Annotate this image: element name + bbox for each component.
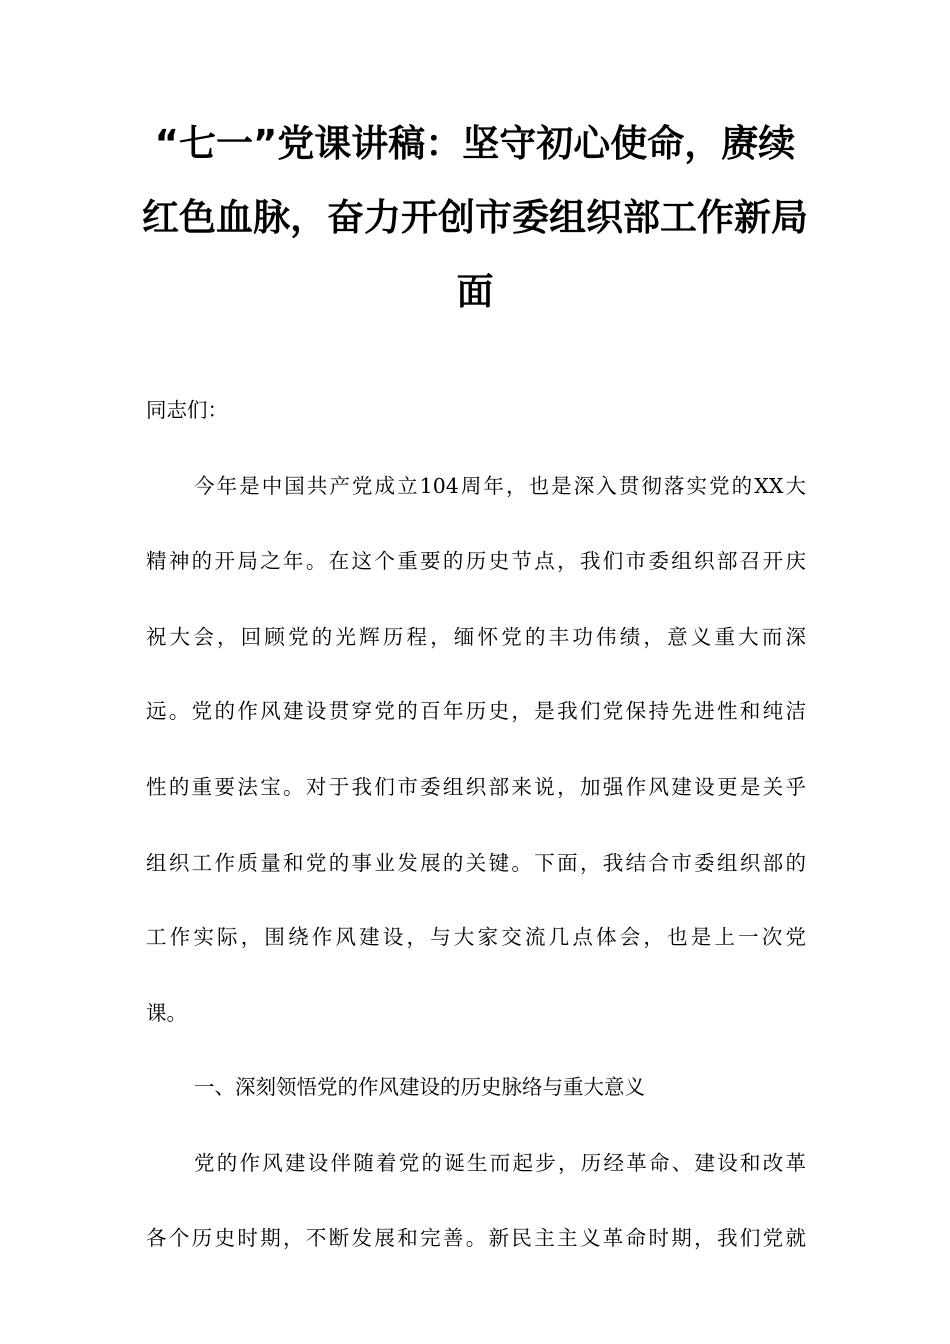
paragraph-line: 远。党的作风建设贯穿党的百年历史，是我们党保持先进性和纯洁 <box>146 699 806 723</box>
paragraph-line: 性的重要法宝。对于我们市委组织部来说，加强作风建设更是关乎 <box>146 775 806 799</box>
salutation: 同志们： <box>146 398 228 422</box>
document-title-line-1: “七一”党课讲稿：坚守初心使命，赓续 <box>154 122 796 165</box>
paragraph-line: 组织工作质量和党的事业发展的关键。下面，我结合市委组织部的 <box>146 851 806 875</box>
paragraph-line: 精神的开局之年。在这个重要的历史节点，我们市委组织部召开庆 <box>146 549 806 573</box>
paragraph-line: 党的作风建设伴随着党的诞生而起步，历经革命、建设和改革 <box>194 1151 806 1175</box>
paragraph-line: 各个历史时期，不断发展和完善。新民主主义革命时期，我们党就 <box>146 1226 806 1250</box>
paragraph-line: 课。 <box>146 1001 187 1025</box>
paragraph-line: 今年是中国共产党成立104周年，也是深入贯彻落实党的XX大 <box>194 474 806 498</box>
document-title-line-2: 红色血脉，奋力开创市委组织部工作新局 <box>142 196 808 239</box>
document-title-line-3: 面 <box>456 270 494 313</box>
paragraph-line: 工作实际，围绕作风建设，与大家交流几点体会，也是上一次党 <box>146 925 806 949</box>
section-heading: 一、深刻领悟党的作风建设的历史脉络与重大意义 <box>194 1075 645 1099</box>
paragraph-line: 祝大会，回顾党的光辉历程，缅怀党的丰功伟绩，意义重大而深 <box>146 625 806 649</box>
